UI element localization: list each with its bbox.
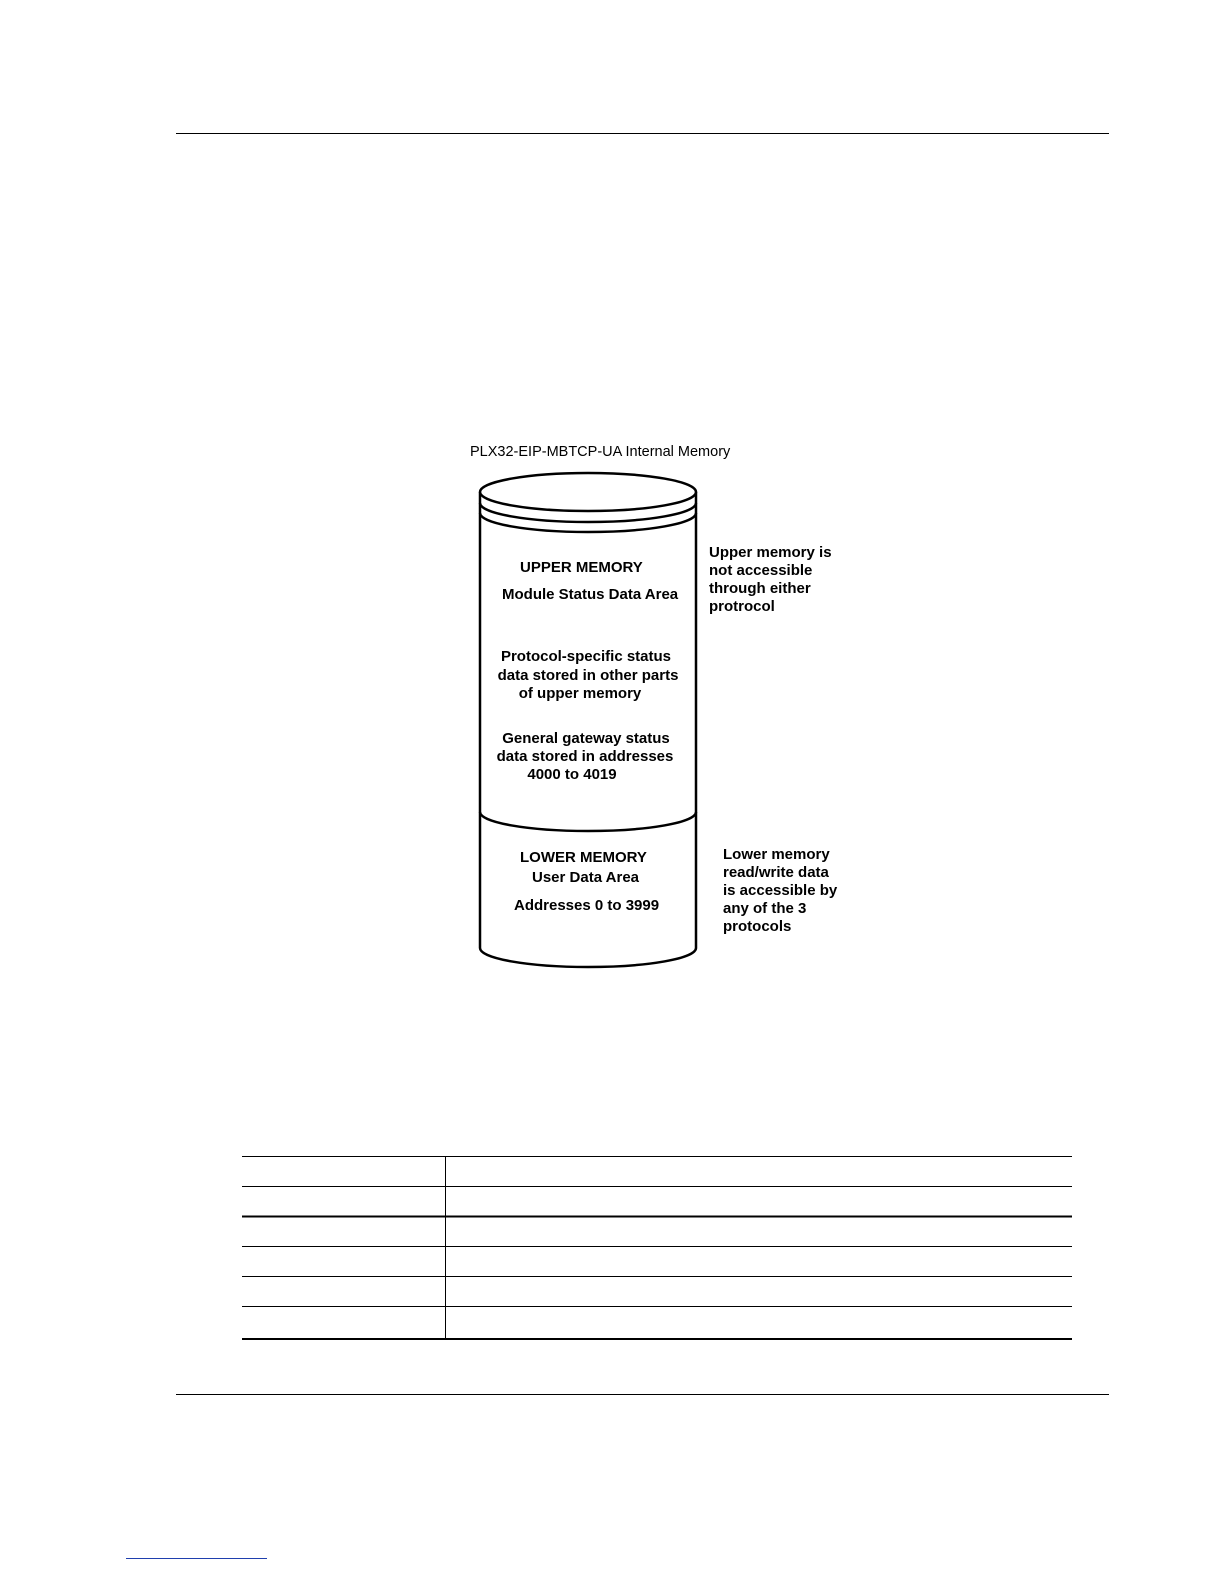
lower-memory-heading: LOWER MEMORY — [520, 849, 647, 866]
memory-divider — [480, 812, 696, 831]
footer-rule — [176, 1394, 1109, 1395]
memory-diagram — [440, 430, 880, 990]
lower-note-line-2: read/write data — [723, 864, 829, 881]
header-rule — [176, 133, 1109, 134]
lower-memory-addresses: Addresses 0 to 3999 — [514, 897, 660, 914]
upper-note-line-3: through either — [709, 580, 811, 597]
upper-note-line-2: not accessible — [709, 562, 813, 579]
figure-title: PLX32-EIP-MBTCP-UA Internal Memory — [470, 444, 731, 460]
upper-memory-heading: UPPER MEMORY — [520, 559, 643, 576]
gateway-status-line-2: data stored in addresses — [496, 748, 674, 765]
footer-link-underline[interactable] — [126, 1558, 267, 1559]
protocol-status-line-1: Protocol-specific status — [500, 648, 672, 665]
lower-note-line-4: any of the 3 — [723, 900, 807, 917]
protocol-status-line-3: of upper memory — [518, 685, 642, 702]
data-table — [242, 1150, 1074, 1344]
lower-note-line-1: Lower memory — [723, 846, 830, 863]
protocol-status-line-2: data stored in other parts — [497, 667, 679, 684]
lower-note-line-3: is accessible by — [723, 882, 838, 899]
lower-memory-subheading: User Data Area — [532, 869, 639, 886]
memory-cylinder — [480, 473, 696, 967]
lower-note-line-5: protocols — [723, 918, 792, 935]
upper-memory-subheading: Module Status Data Area — [502, 586, 679, 603]
gateway-status-line-1: General gateway status — [502, 730, 670, 747]
cylinder-bottom — [480, 948, 696, 967]
upper-note-line-1: Upper memory is — [709, 544, 832, 561]
upper-note-line-4: protrocol — [709, 598, 775, 615]
gateway-status-line-3: 4000 to 4019 — [527, 766, 617, 783]
cylinder-top — [480, 473, 696, 511]
